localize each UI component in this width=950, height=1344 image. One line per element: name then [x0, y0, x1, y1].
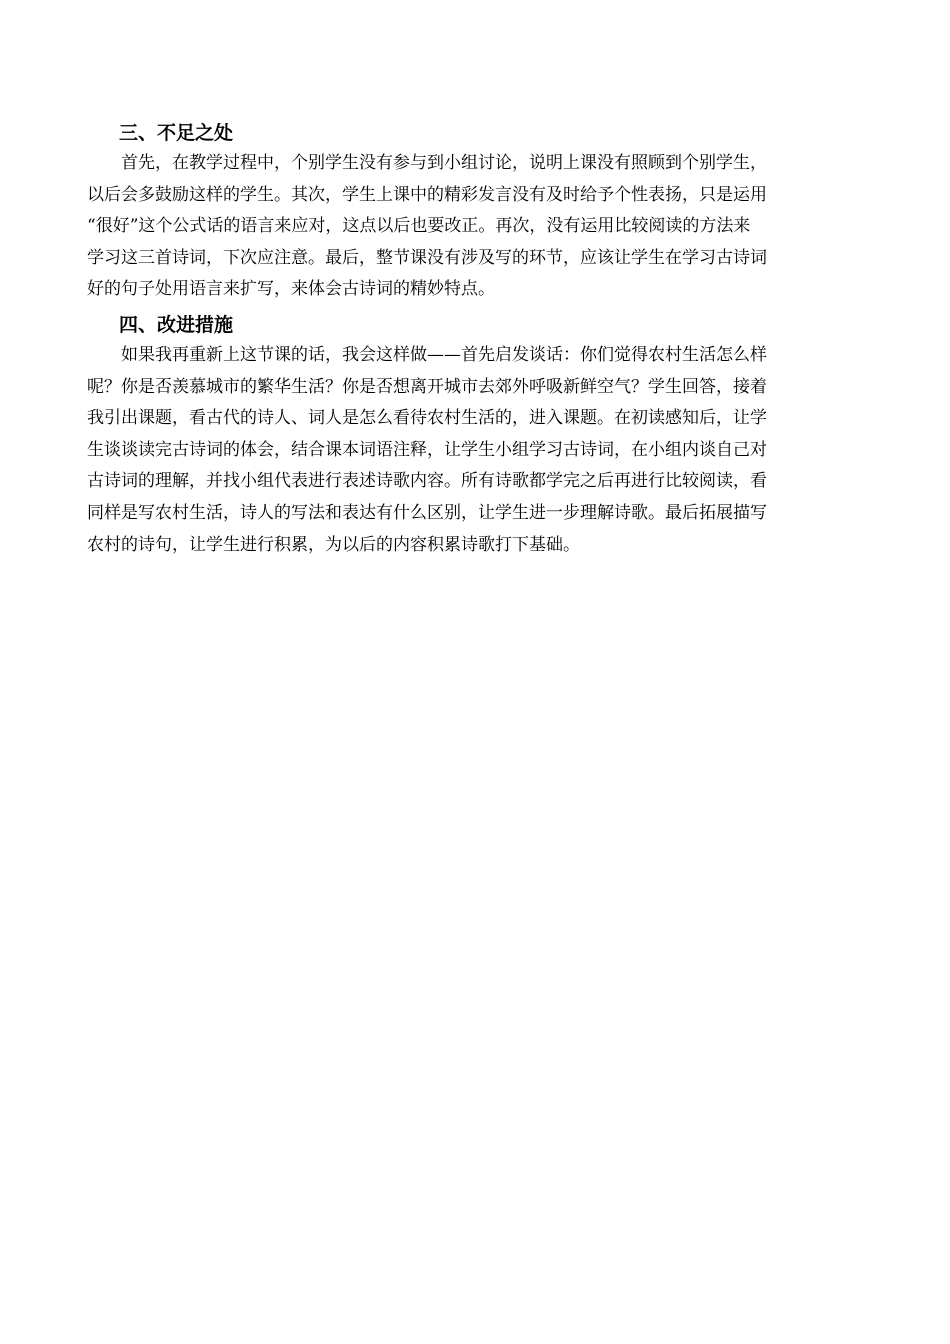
text-line: 我引出课题，看古代的诗人、词人是怎么看待农村生活的，进入课题。在初读感知后，让学: [87, 408, 767, 429]
text-line: 好的句子处用语言来扩写，来体会古诗词的精妙特点。: [87, 279, 495, 300]
text-line: 古诗词的理解，并找小组代表进行表述诗歌内容。所有诗歌都学完之后再进行比较阅读，看: [87, 471, 767, 492]
section-heading-shortcomings: 三、不足之处: [119, 122, 234, 144]
document-page: [87, 118, 863, 561]
paragraph-shortcomings: [87, 148, 863, 306]
text-line: “很好”这个公式话的语言来应对，这点以后也要改正。再次，没有运用比较阅读的方法来: [87, 216, 751, 237]
text-line: 同样是写农村生活，诗人的写法和表达有什么区别，让学生进一步理解诗歌。最后拓展描写: [87, 502, 767, 523]
text-line: 农村的诗句，让学生进行积累，为以后的内容积累诗歌打下基础。: [87, 534, 580, 555]
text-line: 学习这三首诗词，下次应注意。最后，整节课没有涉及写的环节，应该让学生在学习古诗词: [87, 247, 767, 268]
paragraph-improvements: [87, 340, 863, 561]
text-line: 首先，在教学过程中，个别学生没有参与到小组讨论，说明上课没有照顾到个别学生，: [121, 153, 767, 173]
text-line: 如果我再重新上这节课的话，我会这样做——首先启发谈话：你们觉得农村生活怎么样: [121, 344, 767, 365]
text-line: 生谈谈读完古诗词的体会，结合课本词语注释，让学生小组学习古诗词，在小组内谈自己对: [87, 439, 767, 460]
text-line: 以后会多鼓励这样的学生。其次，学生上课中的精彩发言没有及时给予个性表扬，只是运用: [87, 184, 767, 205]
section-heading-improvements: 四、改进措施: [119, 313, 234, 336]
text-line: 呢？你是否羡慕城市的繁华生活？你是否想离开城市去郊外呼吸新鲜空气？学生回答，接着: [87, 376, 767, 397]
